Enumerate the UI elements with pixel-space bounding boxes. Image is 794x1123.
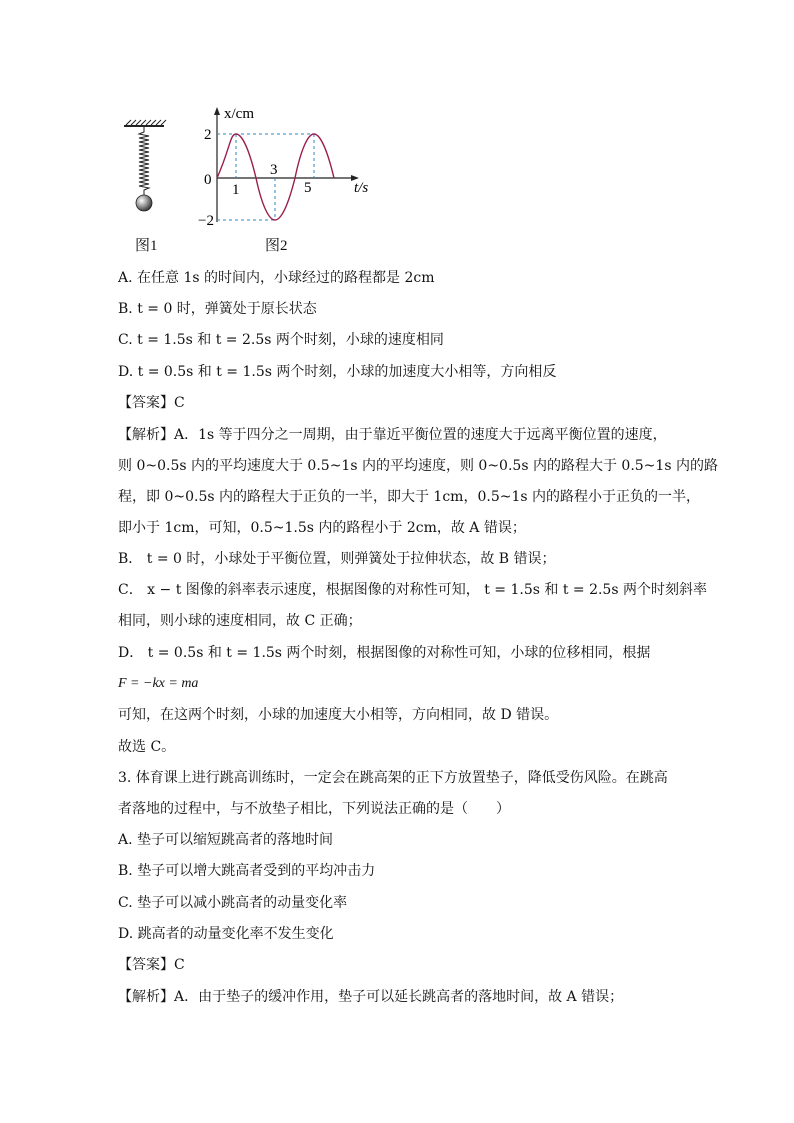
formula: F = −kx = ma xyxy=(118,676,199,691)
spring-figure xyxy=(124,120,166,211)
analysis-line: C． x − t 图像的斜率表示速度，根据图像的对称性可知， t = 1.5s 和 t = 2.5s 两个时刻斜率 xyxy=(118,582,707,598)
option-d: D. t = 0.5s 和 t = 1.5s 两个时刻，小球的加速度大小相等，方向相反 xyxy=(118,364,557,380)
analysis-line: 【解析】A．由于垫子的缓冲作用，垫子可以延长跳高者的落地时间，故 A 错误； xyxy=(118,989,624,1005)
q3-option-b: B. 垫子可以增大跳高者受到的平均冲击力 xyxy=(118,863,376,879)
analysis-line: 即小于 1cm，可知，0.5~1.5s 内的路程小于 2cm，故 A 错误； xyxy=(118,520,526,536)
spring-coil xyxy=(139,127,149,195)
question-3-stem: 3. 体育课上进行跳高训练时，一定会在跳高架的正下方放置垫子，降低受伤风险。在跳高 xyxy=(118,770,668,786)
option-b: B. t = 0 时，弹簧处于原长状态 xyxy=(118,301,317,317)
analysis-line: B． t = 0 时，小球处于平衡位置，则弹簧处于拉伸状态，故 B 错误； xyxy=(118,551,556,567)
answer-label: 【答案】C xyxy=(118,395,185,411)
x-tick-3: 3 xyxy=(270,162,278,178)
answer-label: 【答案】C xyxy=(118,957,185,973)
y-tick-top: 2 xyxy=(204,127,212,143)
conclusion: 故选 C。 xyxy=(118,739,176,755)
analysis-line: 可知，在这两个时刻，小球的加速度大小相等，方向相同，故 D 错误。 xyxy=(118,707,559,723)
figure-svg xyxy=(118,96,378,256)
analysis-line: 【解析】A．1s 等于四分之一周期，由于靠近平衡位置的速度大于远离平衡位置的速度， xyxy=(118,427,667,443)
q3-option-d: D. 跳高者的动量变化率不发生变化 xyxy=(118,926,334,942)
x-tick-1: 1 xyxy=(232,182,240,198)
analysis-line: D． t = 0.5s 和 t = 1.5s 两个时刻，根据图像的对称性可知，小球的位移相同，根据 xyxy=(118,645,651,661)
y-axis-label: x/cm xyxy=(224,106,254,122)
q3-option-c: C. 垫子可以减小跳高者的动量变化率 xyxy=(118,895,348,911)
x-tick-5: 5 xyxy=(304,180,312,196)
option-c: C. t = 1.5s 和 t = 2.5s 两个时刻，小球的速度相同 xyxy=(118,332,444,348)
y-tick-origin: 0 xyxy=(204,172,212,188)
analysis-line: 相同，则小球的速度相同，故 C 正确； xyxy=(118,613,362,629)
y-axis-arrow xyxy=(214,107,220,115)
y-tick-bottom: −2 xyxy=(198,213,214,229)
x-axis-label: t/s xyxy=(354,180,369,196)
ball xyxy=(136,195,152,211)
analysis-line: 程，即 0~0.5s 内的路程大于正负的一半，即大于 1cm，0.5~1s 内的路程小于正负的一半， xyxy=(118,489,700,505)
dashed-guides xyxy=(217,134,314,220)
ceiling-hatch xyxy=(126,120,166,125)
fig1-caption: 图1 xyxy=(135,238,158,254)
q3-option-a: A. 垫子可以缩短跳高者的落地时间 xyxy=(118,832,334,848)
question-3-stem: 者落地的过程中，与不放垫子相比，下列说法正确的是（ ） xyxy=(118,801,510,817)
figure-area xyxy=(118,96,378,256)
fig2-caption: 图2 xyxy=(265,238,288,254)
analysis-line: 则 0~0.5s 内的平均速度大于 0.5~1s 内的平均速度，则 0~0.5s 内的路程大于 0.5~1s 内的路 xyxy=(118,458,718,474)
xt-graph xyxy=(198,106,368,229)
option-a: A. 在任意 1s 的时间内，小球经过的路程都是 2cm xyxy=(118,270,435,286)
